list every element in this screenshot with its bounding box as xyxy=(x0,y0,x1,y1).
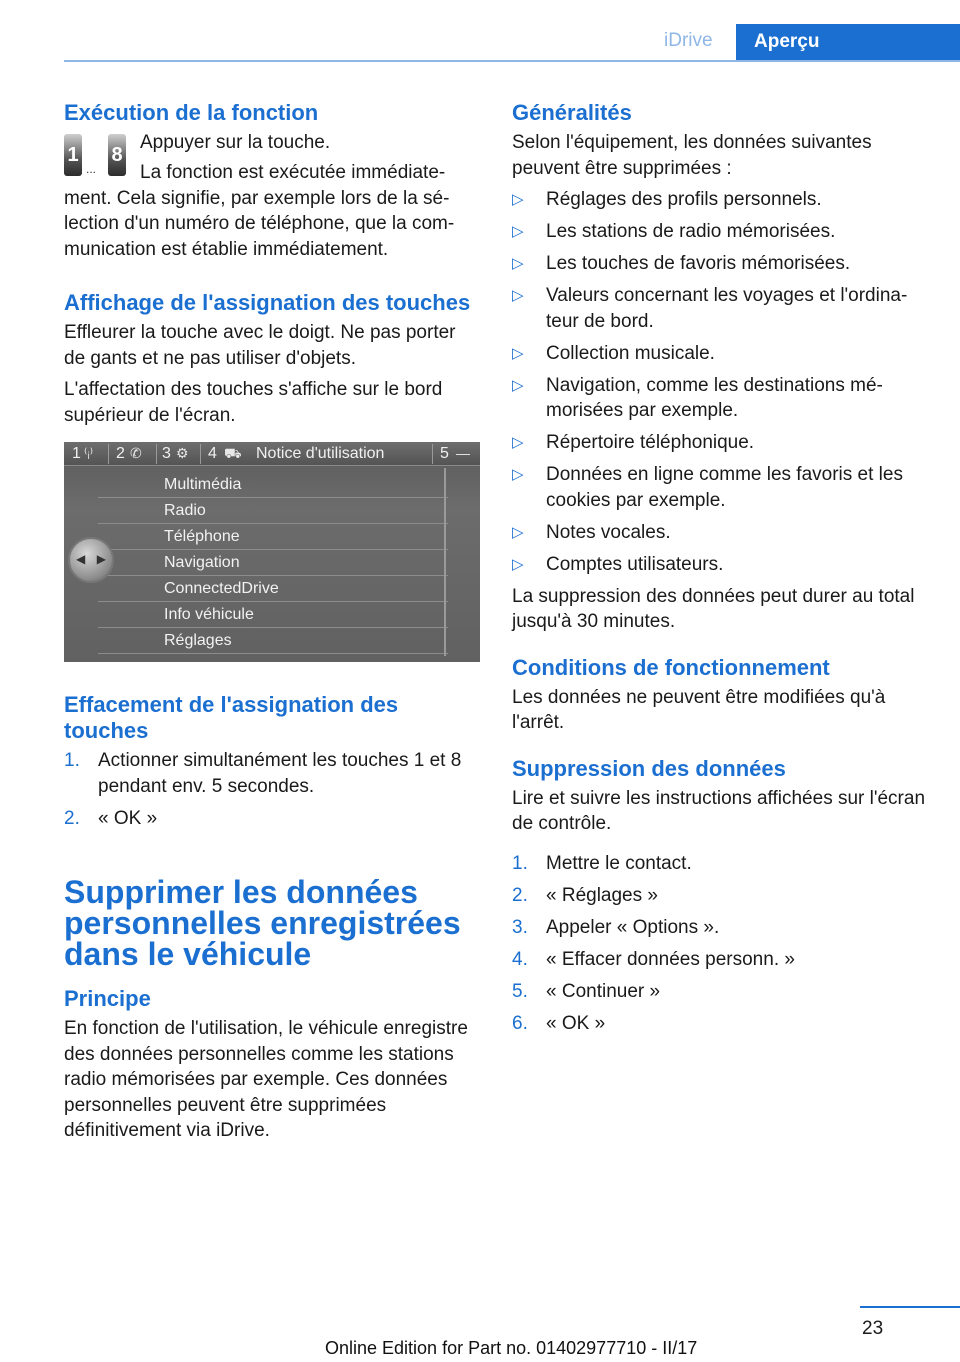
effacement-steps xyxy=(64,748,480,831)
triangle-bullet-icon: ▷ xyxy=(512,344,524,362)
key-instruction xyxy=(64,130,480,182)
list-item: ▷ Données en ligne comme les favoris et les cookies par exemple. xyxy=(512,464,903,511)
car-icon: ⛟ xyxy=(224,445,242,461)
menu-item-multimedia: Multimédia xyxy=(98,472,448,498)
list-item: ▷ Notes vocales. xyxy=(512,520,932,546)
menu-item-info-vehicule: Info véhicule xyxy=(98,602,448,628)
list-item: ▷ Les stations de radio mémorisées. xyxy=(512,219,932,245)
conditions-paragraph: Les données ne peuvent être modifiées qu'à l'arrêt. xyxy=(512,686,886,733)
arrow-right-icon: ▶ xyxy=(96,552,106,566)
screen-key-4: 4 xyxy=(208,445,217,462)
list-item: 4. « Effacer données personn. » xyxy=(512,948,795,970)
list-item: ▷ Collection musicale. xyxy=(512,341,932,367)
list-item: 5. « Continuer » xyxy=(512,980,661,1002)
idrive-screen-image xyxy=(64,442,480,662)
screen-menu xyxy=(98,472,448,654)
phone-icon: ✆ xyxy=(130,445,142,461)
duration-paragraph: La suppression des données peut durer au total jusqu'à 30 minutes. xyxy=(512,585,915,632)
exec-instruction: Appuyer sur la touche. xyxy=(140,132,331,153)
footer-rule xyxy=(860,1306,960,1308)
header-section-label: iDrive xyxy=(664,30,713,51)
screen-scrollbar xyxy=(444,468,446,656)
screen-key-5: 5 xyxy=(440,445,449,462)
right-column xyxy=(512,100,932,1043)
favorite-keys-icon xyxy=(64,134,128,180)
triangle-bullet-icon: ▷ xyxy=(512,191,524,208)
screen-key-title: Notice d'utilisation xyxy=(256,445,385,462)
dash-icon: — xyxy=(456,445,470,461)
suppression-paragraph: Lire et suivre les instructions affichées sur l'écran de contrôle. xyxy=(512,787,926,834)
triangle-bullet-icon: ▷ xyxy=(512,434,524,451)
list-item: ▷ Réglages des profils personnels. xyxy=(512,187,932,213)
list-item: ▷ Les touches de favoris mémorisées. xyxy=(512,251,932,277)
key-8-icon: 8 xyxy=(108,134,126,176)
screen-key-bar xyxy=(64,442,480,466)
header-rule xyxy=(64,60,960,62)
arrow-left-icon: ◀ xyxy=(76,552,86,566)
list-item: 1. Actionner simultanément les touches 1 et 8 pendant env. 5 secondes. xyxy=(64,750,462,797)
left-column xyxy=(64,100,480,1150)
affichage-paragraph-2: L'affectation des touches s'affiche sur le bord supérieur de l'écran. xyxy=(64,379,443,426)
edition-note: Online Edition for Part no. 01402977710 - II/17 xyxy=(325,1338,698,1358)
list-item: ▷ Répertoire téléphonique. xyxy=(512,430,932,456)
menu-item-connecteddrive: ConnectedDrive xyxy=(98,576,448,602)
gear-icon: ⚙ xyxy=(176,445,189,461)
screen-key-2: 2 xyxy=(116,445,125,462)
menu-item-telephone: Téléphone xyxy=(98,524,448,550)
page-number: 23 xyxy=(862,1318,884,1339)
radio-icon: ⁽ᵢ⁾ xyxy=(84,445,94,461)
list-item: 1. Mettre le contact. xyxy=(512,852,692,874)
triangle-bullet-icon: ▷ xyxy=(512,555,524,573)
heading-generalites: Généralités xyxy=(512,100,632,125)
affichage-paragraph-1: Effleurer la touche avec le doigt. Ne pas porter de gants et ne pas utiliser d'objets. xyxy=(64,322,456,369)
triangle-bullet-icon: ▷ xyxy=(512,287,524,304)
controller-icon xyxy=(68,537,114,583)
menu-item-radio: Radio xyxy=(98,498,448,524)
menu-item-navigation: Navigation xyxy=(98,550,448,576)
list-item: 6. « OK » xyxy=(512,1012,606,1034)
list-item: 3. Appeler « Options ». xyxy=(512,916,720,938)
list-item: ▷ Navigation, comme les destinations mémorisées par exemple. xyxy=(512,374,883,421)
heading-effacement: Effacement de l'assignation des touches xyxy=(64,692,399,743)
screen-key-3: 3 xyxy=(162,445,171,462)
heading-execution: Exécution de la fonction xyxy=(64,100,319,125)
list-item: ▷ Valeurs concernant les voyages et l'ordinateur de bord. xyxy=(512,285,908,332)
triangle-bullet-icon: ▷ xyxy=(512,523,524,541)
deletable-data-list xyxy=(512,187,932,577)
menu-item-reglages: Réglages xyxy=(98,628,448,654)
generalites-paragraph: Selon l'équipement, les données suivantes peuvent être supprimées : xyxy=(512,132,872,179)
header-chapter-tab: Aperçu xyxy=(736,24,960,62)
key-1-icon: 1 xyxy=(64,134,82,176)
heading-affichage: Affichage de l'assignation des touches xyxy=(64,290,471,315)
heading-supprimer: Supprimer les données personnelles enregistrées dans le véhicule xyxy=(64,874,461,972)
exec-description: La fonction est exécutée immédiatement. Cela signifie, par exemple lors de la sélection d'un numéro de téléphone, que la communication est établie immédiatement. xyxy=(64,162,455,260)
heading-principe: Principe xyxy=(64,986,151,1011)
triangle-bullet-icon: ▷ xyxy=(512,466,524,483)
list-item: 2. « OK » xyxy=(64,807,158,829)
list-item: ▷ Comptes utilisateurs. xyxy=(512,552,932,578)
principe-paragraph: En fonction de l'utilisation, le véhicule enregistre des données personnelles comme les stations radio mémorisées par exemple. Ces données personnelles peuvent être supprimées définitivement via iDrive. xyxy=(64,1018,468,1141)
list-item: 2. « Réglages » xyxy=(512,884,658,906)
screen-key-1: 1 xyxy=(72,445,81,462)
triangle-bullet-icon: ▷ xyxy=(512,223,524,240)
key-dots: ... xyxy=(86,162,97,176)
heading-suppression: Suppression des données xyxy=(512,755,786,781)
suppression-steps xyxy=(512,851,932,1037)
heading-conditions: Conditions de fonctionnement xyxy=(512,654,830,680)
triangle-bullet-icon: ▷ xyxy=(512,255,524,272)
triangle-bullet-icon: ▷ xyxy=(512,376,524,394)
